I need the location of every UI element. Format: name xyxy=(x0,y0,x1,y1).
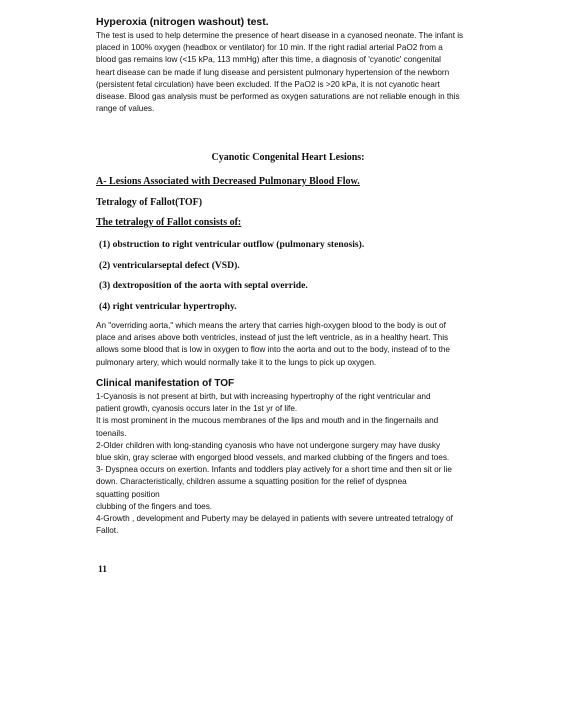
hyperoxia-line: placed in 100% oxygen (headbox or ventilator) for 10 min. If the right radial arterial PaO2 from a xyxy=(96,43,443,53)
tof-item: (4) right ventricular hypertrophy. xyxy=(99,301,237,312)
hyperoxia-line: blood gas remains low (<15 kPa, 113 mmHg) after this time, a diagnosis of 'cyanotic' congenital xyxy=(96,55,441,65)
clinical-line: 3- Dyspnea occurs on exertion. Infants and toddlers play actively for a short time and then sit or lie xyxy=(96,465,452,475)
clinical-paragraph xyxy=(96,391,496,537)
tof-item: (1) obstruction to right ventricular outflow (pulmonary stenosis). xyxy=(99,239,365,250)
clinical-heading: Clinical manifestation of TOF xyxy=(96,378,235,389)
clinical-line: squatting position xyxy=(96,489,160,499)
hyperoxia-line: disease. Blood gas analysis must be performed as oxygen saturations are not reliable enough in this xyxy=(96,92,460,102)
tof-item: (3) dextroposition of the aorta with septal override. xyxy=(99,280,308,291)
subsection-heading: A- Lesions Associated with Decreased Pulmonary Blood Flow. xyxy=(96,176,360,187)
overriding-line: pulmonary artery, which would normally take it to the lungs to pick up oxygen. xyxy=(96,357,377,367)
hyperoxia-paragraph xyxy=(96,30,496,115)
clinical-line: down. Characteristically, children assume a squatting position for the relief of dyspnea xyxy=(96,477,407,487)
page-number: 11 xyxy=(98,565,107,575)
hyperoxia-line: range of values. xyxy=(96,104,155,114)
clinical-line: patient growth, cyanosis occurs later in the 1st yr of life. xyxy=(96,404,298,414)
clinical-line: blue skin, gray sclerae with engorged blood vessels, and marked clubbing of the fingers and toes. xyxy=(96,453,450,463)
section-title: Cyanotic Congenital Heart Lesions: xyxy=(211,152,365,163)
clinical-line: 1-Cyanosis is not present at birth, but with increasing hypertrophy of the right ventricular and xyxy=(96,392,431,401)
clinical-line: 4-Growth , development and Puberty may be delayed in patients with severe untreated tetralogy of xyxy=(96,514,453,524)
overriding-line: An "overriding aorta," which means the artery that carries high-oxygen blood to the body is out of xyxy=(96,321,446,330)
tof-title: Tetralogy of Fallot(TOF) xyxy=(96,197,203,208)
clinical-line: 2-Older children with long-standing cyanosis who have not undergone surgery may have dusky xyxy=(96,440,441,450)
clinical-line: It is most prominent in the mucous membranes of the lips and mouth and in the fingernails and xyxy=(96,416,439,426)
clinical-line: Fallot. xyxy=(96,526,119,536)
hyperoxia-heading: Hyperoxia (nitrogen washout) test. xyxy=(96,16,269,28)
tof-consists-heading: The tetralogy of Fallot consists of: xyxy=(96,217,242,228)
hyperoxia-line: The test is used to help determine the presence of heart disease in a cyanosed neonate. The infant is xyxy=(96,31,464,40)
clinical-line: toenails. xyxy=(96,428,127,438)
hyperoxia-line: heart disease can be made if lung disease and persistent pulmonary hypertension of the newborn xyxy=(96,67,450,77)
overriding-aorta-paragraph xyxy=(96,320,496,369)
overriding-line: allows some blood that is low in oxygen to flow into the aorta and out to the body, instead of to the xyxy=(96,345,450,355)
tof-item: (2) ventricularseptal defect (VSD). xyxy=(99,260,240,271)
clinical-line: clubbing of the fingers and toes. xyxy=(96,501,213,511)
hyperoxia-line: (persistent fetal circulation) have been excluded. If the PaO2 is >20 kPa, it is not cyanotic heart xyxy=(96,79,440,89)
overriding-line: place and arises above both ventricles, instead of just the left ventricle, as in a healthy heart. This xyxy=(96,333,449,343)
